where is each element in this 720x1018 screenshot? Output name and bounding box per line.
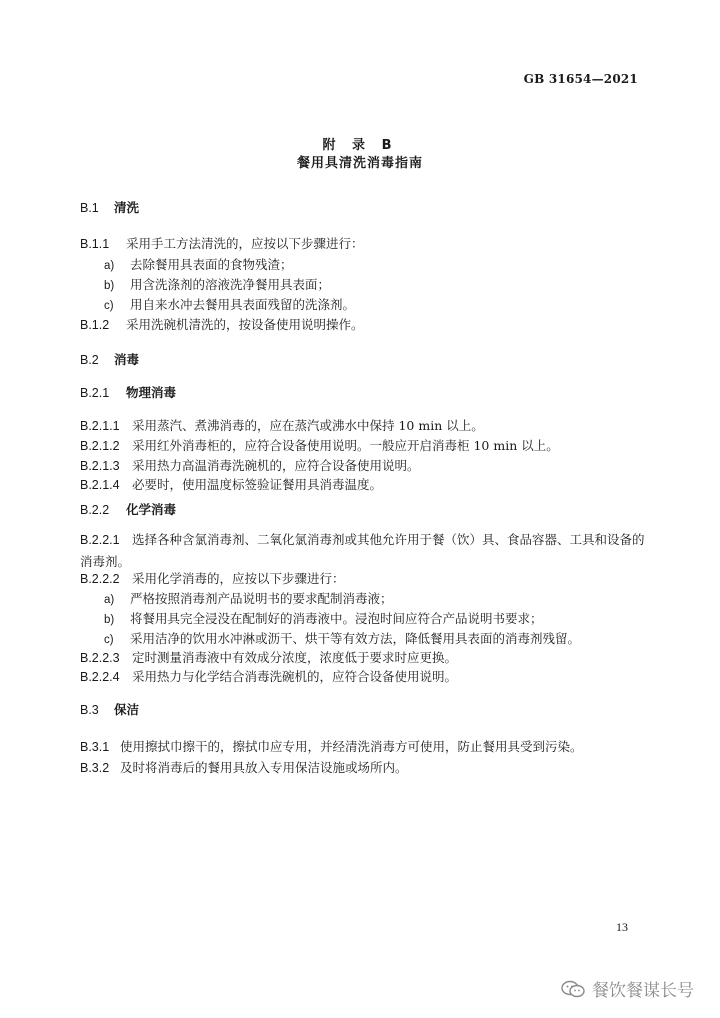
clause-text: 选择各种含氯消毒剂、二氧化氯消毒剂或其他允许用于餐（饮）具、食品容器、工具和设备的消毒剂。 bbox=[80, 532, 645, 569]
list-item bbox=[104, 255, 674, 276]
clause-number: B.2.1.3 bbox=[80, 459, 120, 473]
clause-b3-2 bbox=[80, 758, 650, 778]
section-heading-b3 bbox=[80, 700, 650, 720]
item-label: c) bbox=[104, 300, 114, 312]
item-text: 去除餐用具表面的食物残渣； bbox=[130, 257, 293, 272]
clause-text: 定时测量消毒液中有效成分浓度，浓度低于要求时应更换。 bbox=[132, 650, 458, 665]
section-number: B.3 bbox=[80, 703, 99, 717]
list-item bbox=[104, 295, 674, 316]
subsection-heading-b2-2 bbox=[80, 500, 650, 520]
section-number: B.2.2 bbox=[80, 503, 110, 517]
clause-text: 采用红外消毒柜的，应符合设备使用说明。一般应开启消毒柜 10 min 以上。 bbox=[132, 438, 559, 453]
subsection-heading-b2-1 bbox=[80, 383, 650, 403]
item-text: 用含洗涤剂的溶液洗净餐用具表面； bbox=[130, 277, 331, 292]
appendix-title: 附 录 B bbox=[322, 138, 398, 153]
item-label: b) bbox=[104, 614, 115, 626]
clause-b2-1-3 bbox=[80, 456, 650, 476]
clause-b2-1-1 bbox=[80, 416, 650, 436]
clause-number: B.2.2.3 bbox=[80, 651, 120, 665]
section-title: 消毒 bbox=[114, 352, 140, 367]
clause-b1-1 bbox=[80, 234, 650, 254]
clause-number: B.1.2 bbox=[80, 318, 110, 332]
section-heading-b1 bbox=[80, 198, 650, 218]
clause-text: 采用手工方法清洗的，应按以下步骤进行： bbox=[126, 236, 364, 251]
list-item bbox=[104, 609, 674, 630]
clause-b2-2-3 bbox=[80, 648, 650, 668]
standard-code: GB 31654—2021 bbox=[523, 72, 638, 86]
section-title: 化学消毒 bbox=[126, 502, 177, 517]
section-number: B.1 bbox=[80, 201, 99, 215]
clause-b2-1-2 bbox=[80, 436, 650, 456]
clause-b2-2-1 bbox=[80, 529, 650, 572]
clause-number: B.2.1.4 bbox=[80, 478, 120, 492]
item-label: a) bbox=[104, 594, 115, 606]
clause-text: 必要时，使用温度标签验证餐用具消毒温度。 bbox=[132, 477, 383, 492]
item-label: b) bbox=[104, 280, 115, 292]
section-title: 保洁 bbox=[114, 702, 140, 717]
section-number: B.2.1 bbox=[80, 386, 110, 400]
clause-text: 采用热力高温消毒洗碗机的，应符合设备使用说明。 bbox=[132, 458, 420, 473]
page-number: 13 bbox=[616, 920, 628, 934]
clause-number: B.2.2.1 bbox=[80, 533, 120, 547]
clause-text: 采用热力与化学结合消毒洗碗机的，应符合设备使用说明。 bbox=[132, 669, 458, 684]
list-item bbox=[104, 589, 674, 610]
watermark-text: 餐饮餐谋长号 bbox=[592, 981, 694, 1001]
list-item bbox=[104, 275, 674, 296]
clause-b3-1 bbox=[80, 737, 650, 757]
clause-number: B.2.1.1 bbox=[80, 419, 120, 433]
clause-number: B.1.1 bbox=[80, 237, 110, 251]
clause-b2-1-4 bbox=[80, 475, 650, 495]
section-heading-b2 bbox=[80, 350, 650, 370]
wechat-icon bbox=[560, 979, 586, 999]
clause-number: B.2.2.2 bbox=[80, 572, 120, 586]
item-text: 用自来水冲去餐用具表面残留的洗涤剂。 bbox=[130, 297, 356, 312]
item-text: 严格按照消毒剂产品说明书的要求配制消毒液； bbox=[130, 591, 393, 606]
section-title: 物理消毒 bbox=[126, 385, 177, 400]
clause-text: 采用洗碗机清洗的，按设备使用说明操作。 bbox=[126, 317, 364, 332]
item-label: c) bbox=[104, 634, 114, 646]
clause-number: B.2.2.4 bbox=[80, 670, 120, 684]
watermark bbox=[560, 976, 694, 1001]
clause-b2-2-4 bbox=[80, 667, 650, 687]
clause-number: B.3.1 bbox=[80, 740, 110, 754]
clause-b2-2-2 bbox=[80, 569, 650, 589]
section-title: 清洗 bbox=[114, 200, 140, 215]
clause-text: 采用化学消毒的，应按以下步骤进行： bbox=[132, 571, 345, 586]
clause-text: 采用蒸汽、煮沸消毒的，应在蒸汽或沸水中保持 10 min 以上。 bbox=[132, 418, 484, 433]
clause-number: B.3.2 bbox=[80, 761, 110, 775]
clause-text: 使用擦拭巾擦干的，擦拭巾应专用，并经清洗消毒方可使用，防止餐用具受到污染。 bbox=[120, 739, 583, 754]
appendix-subtitle: 餐用具清洗消毒指南 bbox=[296, 156, 423, 171]
clause-b1-2 bbox=[80, 315, 650, 335]
section-number: B.2 bbox=[80, 353, 99, 367]
item-text: 采用洁净的饮用水冲淋或沥干、烘干等有效方法，降低餐用具表面的消毒剂残留。 bbox=[130, 631, 581, 646]
item-label: a) bbox=[104, 260, 115, 272]
list-item bbox=[104, 629, 674, 650]
clause-text: 及时将消毒后的餐用具放入专用保洁设施或场所内。 bbox=[120, 760, 408, 775]
clause-number: B.2.1.2 bbox=[80, 439, 120, 453]
item-text: 将餐用具完全浸没在配制好的消毒液中。浸泡时间应符合产品说明书要求； bbox=[130, 611, 543, 626]
